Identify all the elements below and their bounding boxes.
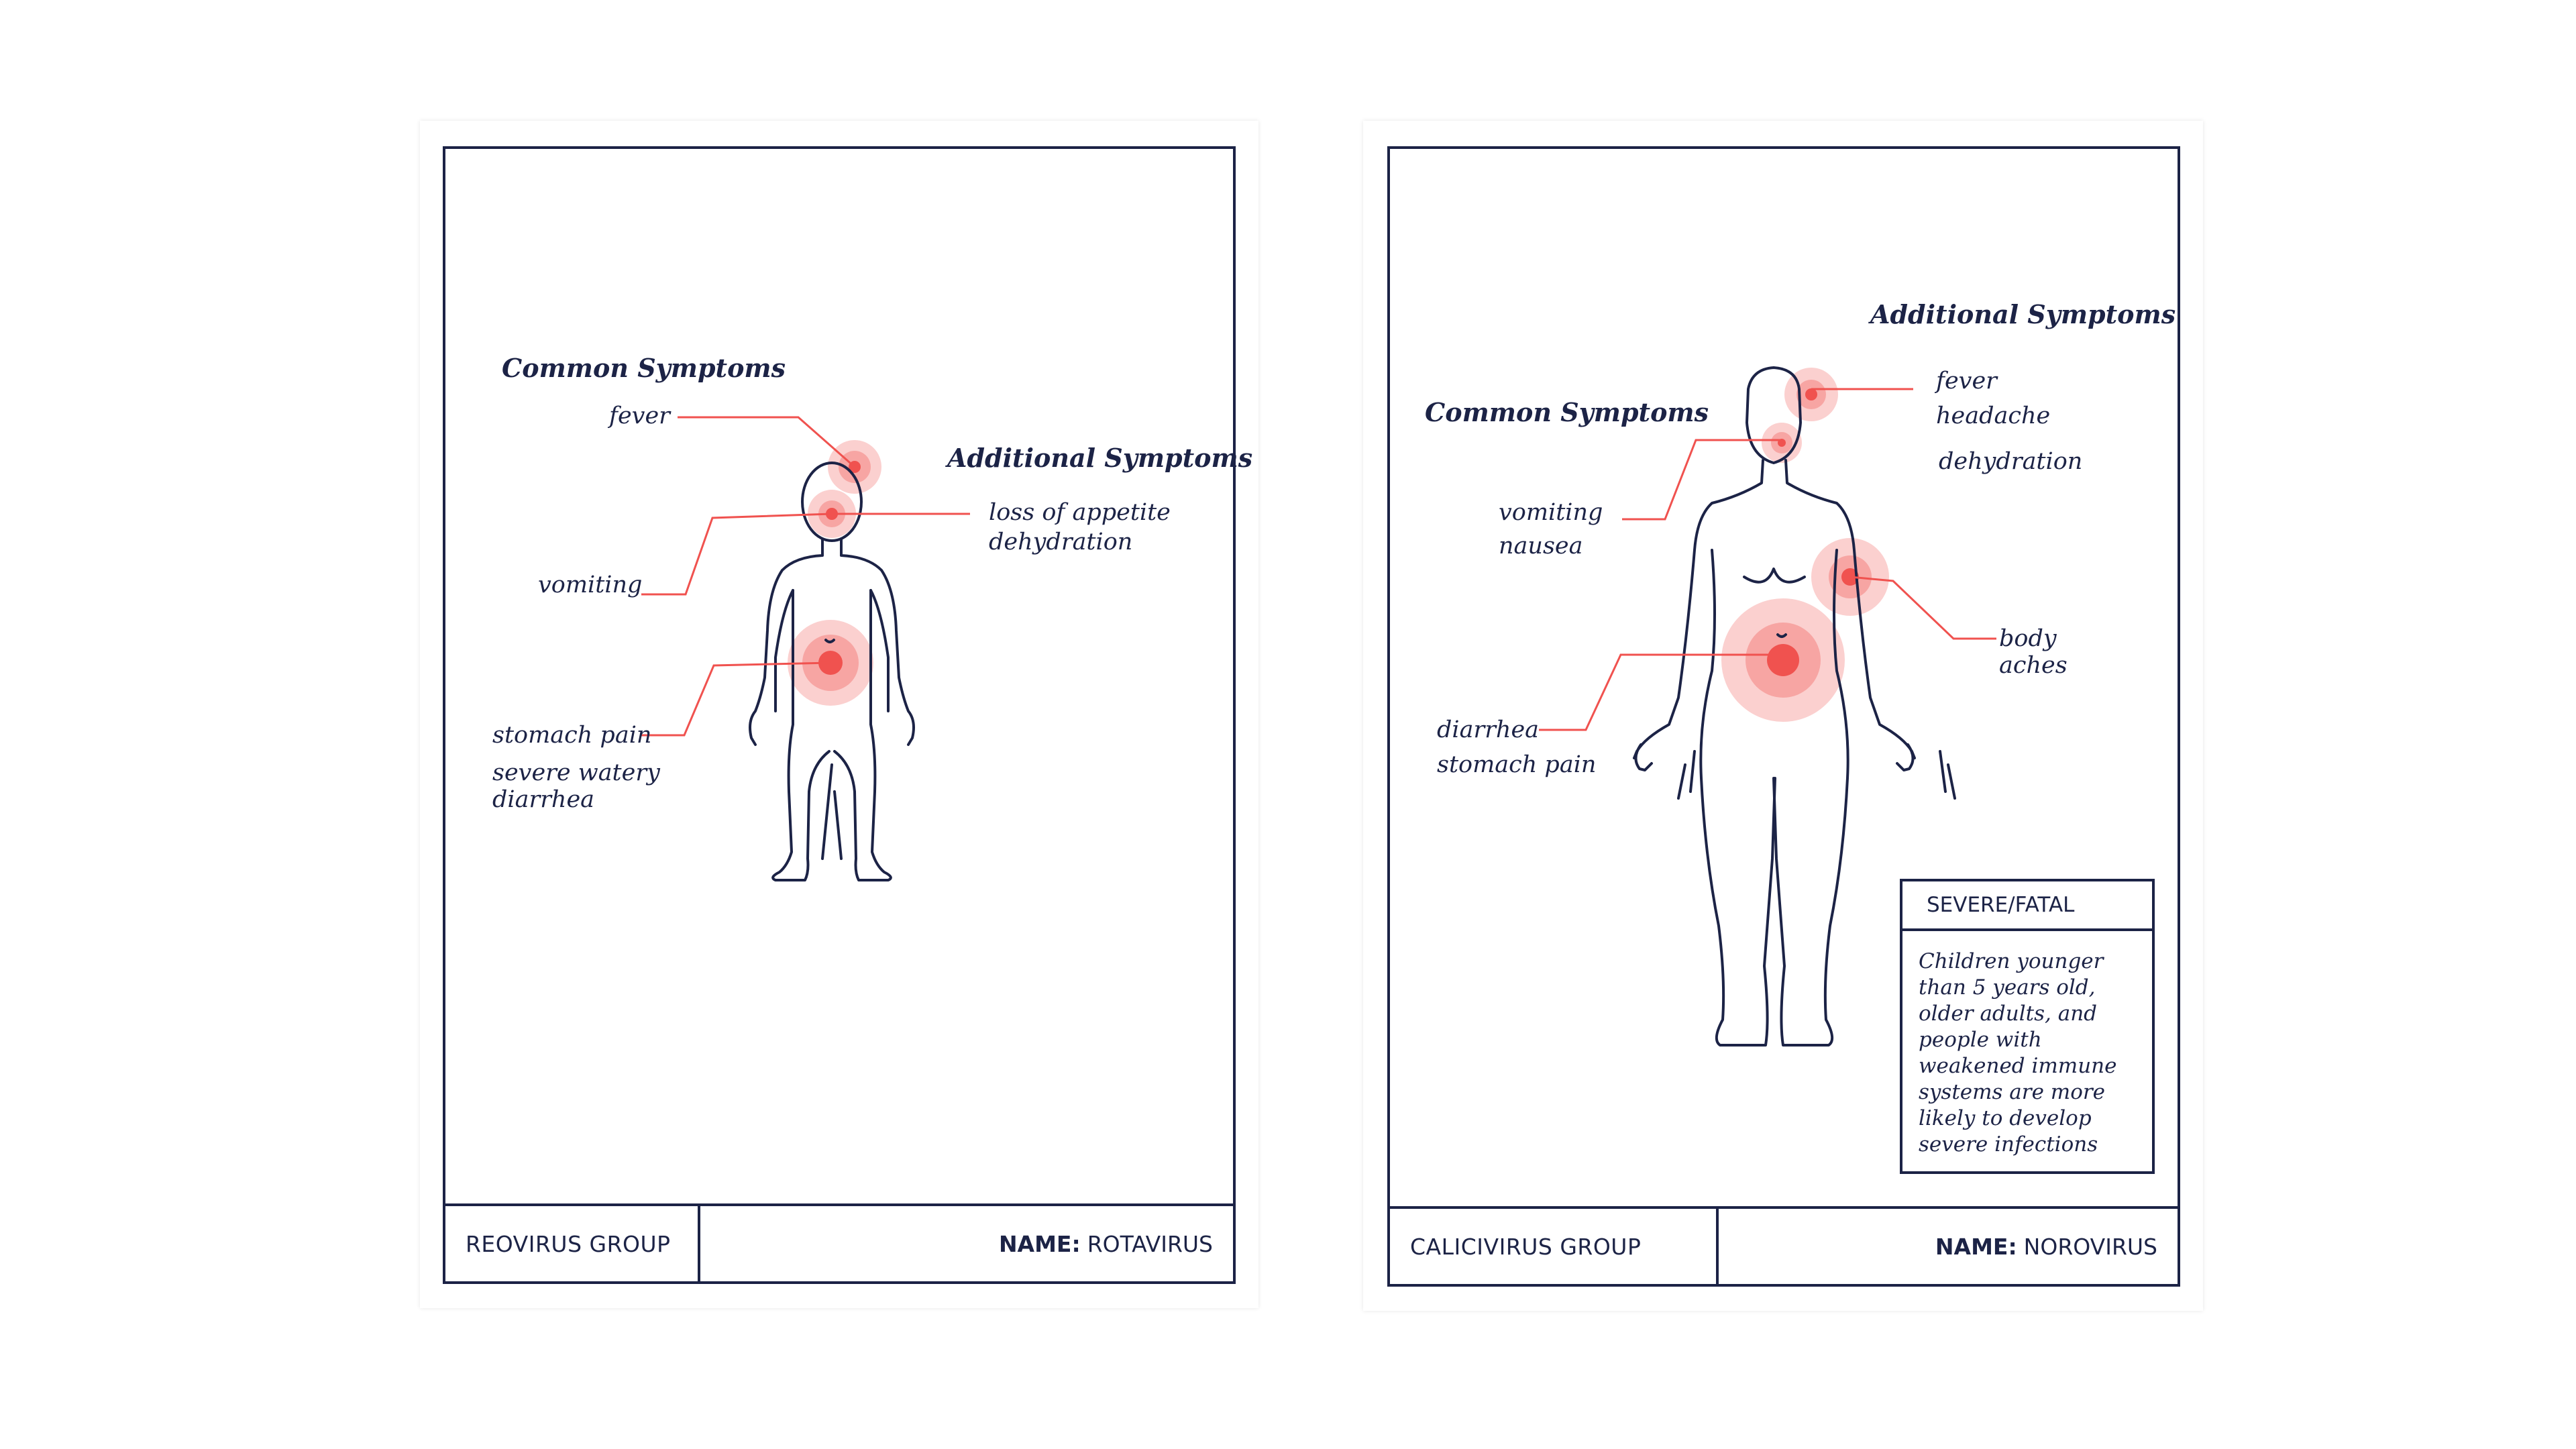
symptom-severe-watery-diarrhea: severe watery diarrhea (492, 759, 660, 814)
additional-symptoms-heading: Additional Symptoms (947, 443, 1253, 473)
common-symptoms-heading: Common Symptoms (1425, 397, 1709, 427)
card-footer (445, 1203, 1233, 1281)
symptom-headache: headache (1936, 402, 2051, 429)
virus-name (1935, 1209, 2157, 1284)
symptom-vomiting: vomiting (538, 572, 643, 598)
footer-divider (1716, 1209, 1719, 1284)
name-value: ROTAVIRUS (1087, 1230, 1213, 1257)
symptom-fever: fever (1936, 368, 1997, 394)
symptom-stomach-pain: stomach pain (1437, 751, 1597, 778)
symptom-stomach-pain: stomach pain (492, 722, 652, 749)
common-symptoms-heading: Common Symptoms (502, 353, 786, 383)
severe-fatal-title: SEVERE/FATAL (1902, 881, 2152, 931)
symptom-diarrhea: diarrhea (1437, 716, 1540, 743)
symptom-vomiting: vomiting (1499, 499, 1603, 526)
card-footer (1390, 1206, 2178, 1284)
name-prefix: NAME: (1935, 1233, 2017, 1260)
symptom-nausea: nausea (1499, 533, 1583, 559)
symptom-dehydration: dehydration (1939, 448, 2083, 475)
virus-name (999, 1206, 1213, 1281)
symptom-body-aches: body aches (1999, 625, 2068, 680)
additional-symptoms-heading: Additional Symptoms (1870, 299, 2176, 329)
symptom-dehydration: dehydration (989, 529, 1133, 555)
card-frame (443, 146, 1236, 1284)
name-value: NOROVIRUS (2023, 1233, 2157, 1260)
symptom-fever: fever (609, 402, 670, 429)
name-prefix: NAME: (998, 1230, 1081, 1257)
virus-group-label: CALICIVIRUS GROUP (1410, 1233, 1642, 1260)
severe-fatal-text: Children younger than 5 years old, older adults, and people with weakened immune systems are more likely to develop severe infections (1919, 949, 2117, 1157)
footer-divider (698, 1206, 700, 1281)
severe-fatal-box (1900, 879, 2155, 1174)
norovirus-card (1363, 121, 2203, 1311)
rotavirus-card (420, 121, 1258, 1308)
symptom-loss-of-appetite: loss of appetite (989, 499, 1171, 526)
virus-group-label: REOVIRUS GROUP (466, 1230, 671, 1257)
